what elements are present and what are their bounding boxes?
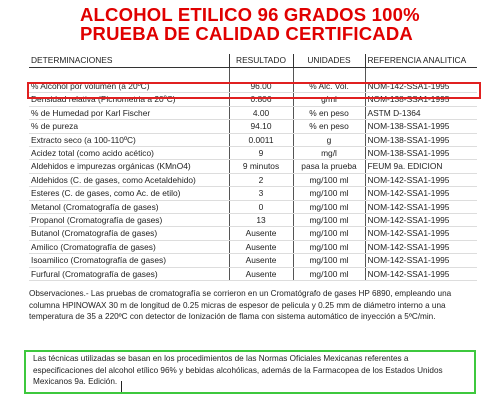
- cell-determinacion: Esteres (C. de gases, como Ac. de etilo): [29, 187, 229, 200]
- table-row: [29, 106, 477, 119]
- cell-referencia: NOM-138-SSA1-1995: [365, 133, 477, 146]
- cell-referencia: NOM-142-SSA1-1995: [365, 187, 477, 200]
- cell-unidades: mg/l: [293, 147, 365, 160]
- cell-referencia: NOM-142-SSA1-1995: [365, 267, 477, 280]
- cell-resultado: 0.806: [229, 93, 293, 106]
- cell-unidades: mg/100 ml: [293, 254, 365, 267]
- column-header-unidades: UNIDADES: [293, 54, 365, 68]
- cell-resultado: 3: [229, 187, 293, 200]
- text-cursor: [121, 381, 122, 392]
- cell-unidades: % en peso: [293, 106, 365, 119]
- cell-resultado: 0: [229, 200, 293, 213]
- cell-unidades: mg/100 ml: [293, 227, 365, 240]
- cell-resultado: 96.00: [229, 80, 293, 93]
- note-text: Las técnicas utilizadas se basan en los procedimientos de las Normas Oficiales Mexicanas referentes a especificaciones del alcohol etílico 96% y bebidas alcohólicas, además de la Farmacopea de los Estados Unidos Mexicanos 9a. Edición.: [33, 354, 443, 387]
- cell-unidades: mg/100 ml: [293, 200, 365, 213]
- cell-unidades: pasa la prueba: [293, 160, 365, 173]
- cell-resultado: Ausente: [229, 267, 293, 280]
- table-row: [29, 254, 477, 267]
- cell-referencia: NOM-142-SSA1-1995: [365, 173, 477, 186]
- cell-determinacion: Acidez total (como acido acético): [29, 147, 229, 160]
- cell-determinacion: Butanol (Cromatografía de gases): [29, 227, 229, 240]
- cell-resultado: 9 minutos: [229, 160, 293, 173]
- cell-determinacion: Aldehidos (C. de gases, como Acetaldehido): [29, 173, 229, 186]
- column-header-determinaciones: DETERMINACIONES: [29, 54, 229, 68]
- cell-unidades: % Alc. Vol.: [293, 80, 365, 93]
- cell-determinacion: Extracto seco (a 100-110ºC): [29, 133, 229, 146]
- cell-determinacion: Propanol (Cromatografía de gases): [29, 214, 229, 227]
- cell-unidades: mg/100 ml: [293, 267, 365, 280]
- cell-referencia: FEUM 9a. EDICION: [365, 160, 477, 173]
- cell-unidades: mg/100 ml: [293, 187, 365, 200]
- cell-unidades: mg/100 ml: [293, 173, 365, 186]
- cell-determinacion: Densidad relativa (Picnometria a 20ºC): [29, 93, 229, 106]
- table-row: [29, 214, 477, 227]
- cell-unidades: mg/100 ml: [293, 214, 365, 227]
- cell-referencia: NOM-138-SSA1-1995: [365, 120, 477, 133]
- cell-resultado: 13: [229, 214, 293, 227]
- cell-referencia: NOM-142-SSA1-1995: [365, 254, 477, 267]
- table-row: [29, 173, 477, 186]
- cell-determinacion: Amilico (Cromatografía de gases): [29, 240, 229, 253]
- cell-referencia: ASTM D-1364: [365, 106, 477, 119]
- cell-determinacion: % de pureza: [29, 120, 229, 133]
- cell-resultado: Ausente: [229, 240, 293, 253]
- table-row: [29, 133, 477, 146]
- cell-determinacion: Isoamilico (Cromatografía de gases): [29, 254, 229, 267]
- cell-referencia: NOM-142-SSA1-1995: [365, 80, 477, 93]
- table-row: [29, 240, 477, 253]
- cell-referencia: NOM-138-SSA1-1995: [365, 93, 477, 106]
- cell-unidades: g/ml: [293, 93, 365, 106]
- cell-resultado: Ausente: [229, 227, 293, 240]
- cell-determinacion: Furfural (Cromatografía de gases): [29, 267, 229, 280]
- document-title-line-2: PRUEBA DE CALIDAD CERTIFICADA: [80, 23, 413, 44]
- table-row: [29, 267, 477, 280]
- table-row: [29, 227, 477, 240]
- column-header-referencia: REFERENCIA ANALITICA: [365, 54, 477, 68]
- cell-referencia: NOM-142-SSA1-1995: [365, 200, 477, 213]
- cell-referencia: NOM-142-SSA1-1995: [365, 214, 477, 227]
- column-header-resultado: RESULTADO: [229, 54, 293, 68]
- highlight-box-alcohol-row: [27, 82, 481, 99]
- table-row: [29, 187, 477, 200]
- cell-unidades: g: [293, 133, 365, 146]
- table-header-row: [29, 54, 477, 68]
- cell-determinacion: Metanol (Cromatografía de gases): [29, 200, 229, 213]
- table-row: [29, 147, 477, 160]
- cell-resultado: Ausente: [229, 254, 293, 267]
- cell-resultado: 2: [229, 173, 293, 186]
- cell-determinacion: % de Humedad por Karl Fischer: [29, 106, 229, 119]
- cell-determinacion: Aldehidos e impurezas orgánicas (KMnO4): [29, 160, 229, 173]
- cell-unidades: mg/100 ml: [293, 240, 365, 253]
- table-row: [29, 160, 477, 173]
- cell-unidades: % en peso: [293, 120, 365, 133]
- cell-resultado: 9: [229, 147, 293, 160]
- cell-resultado: 0.0011: [229, 133, 293, 146]
- cell-determinacion: % Alcohol por volumen (a 20ºC): [29, 80, 229, 93]
- document-title-line-1: ALCOHOL ETILICO 96 GRADOS 100%: [80, 4, 420, 25]
- table-spacer-row: [29, 68, 477, 81]
- table-row: [29, 120, 477, 133]
- cell-resultado: 94.10: [229, 120, 293, 133]
- table-row: [29, 200, 477, 213]
- observations-text: Observaciones.- Las pruebas de cromatografía se corrieron en un Cromatógrafo de gases HP 6890, empleando una columna HPINOWAX 30 m de longitud de 0.25 micras de espesor de pelicula y 0.25 mm de diámetro interno a una temperatura de 35 a 220ºC con detector de Ionización de flama con sistema automático de inyección a 5ºC/min.: [29, 289, 452, 322]
- cell-referencia: NOM-142-SSA1-1995: [365, 227, 477, 240]
- cell-resultado: 4.00: [229, 106, 293, 119]
- cell-referencia: NOM-138-SSA1-1995: [365, 147, 477, 160]
- cell-referencia: NOM-142-SSA1-1995: [365, 240, 477, 253]
